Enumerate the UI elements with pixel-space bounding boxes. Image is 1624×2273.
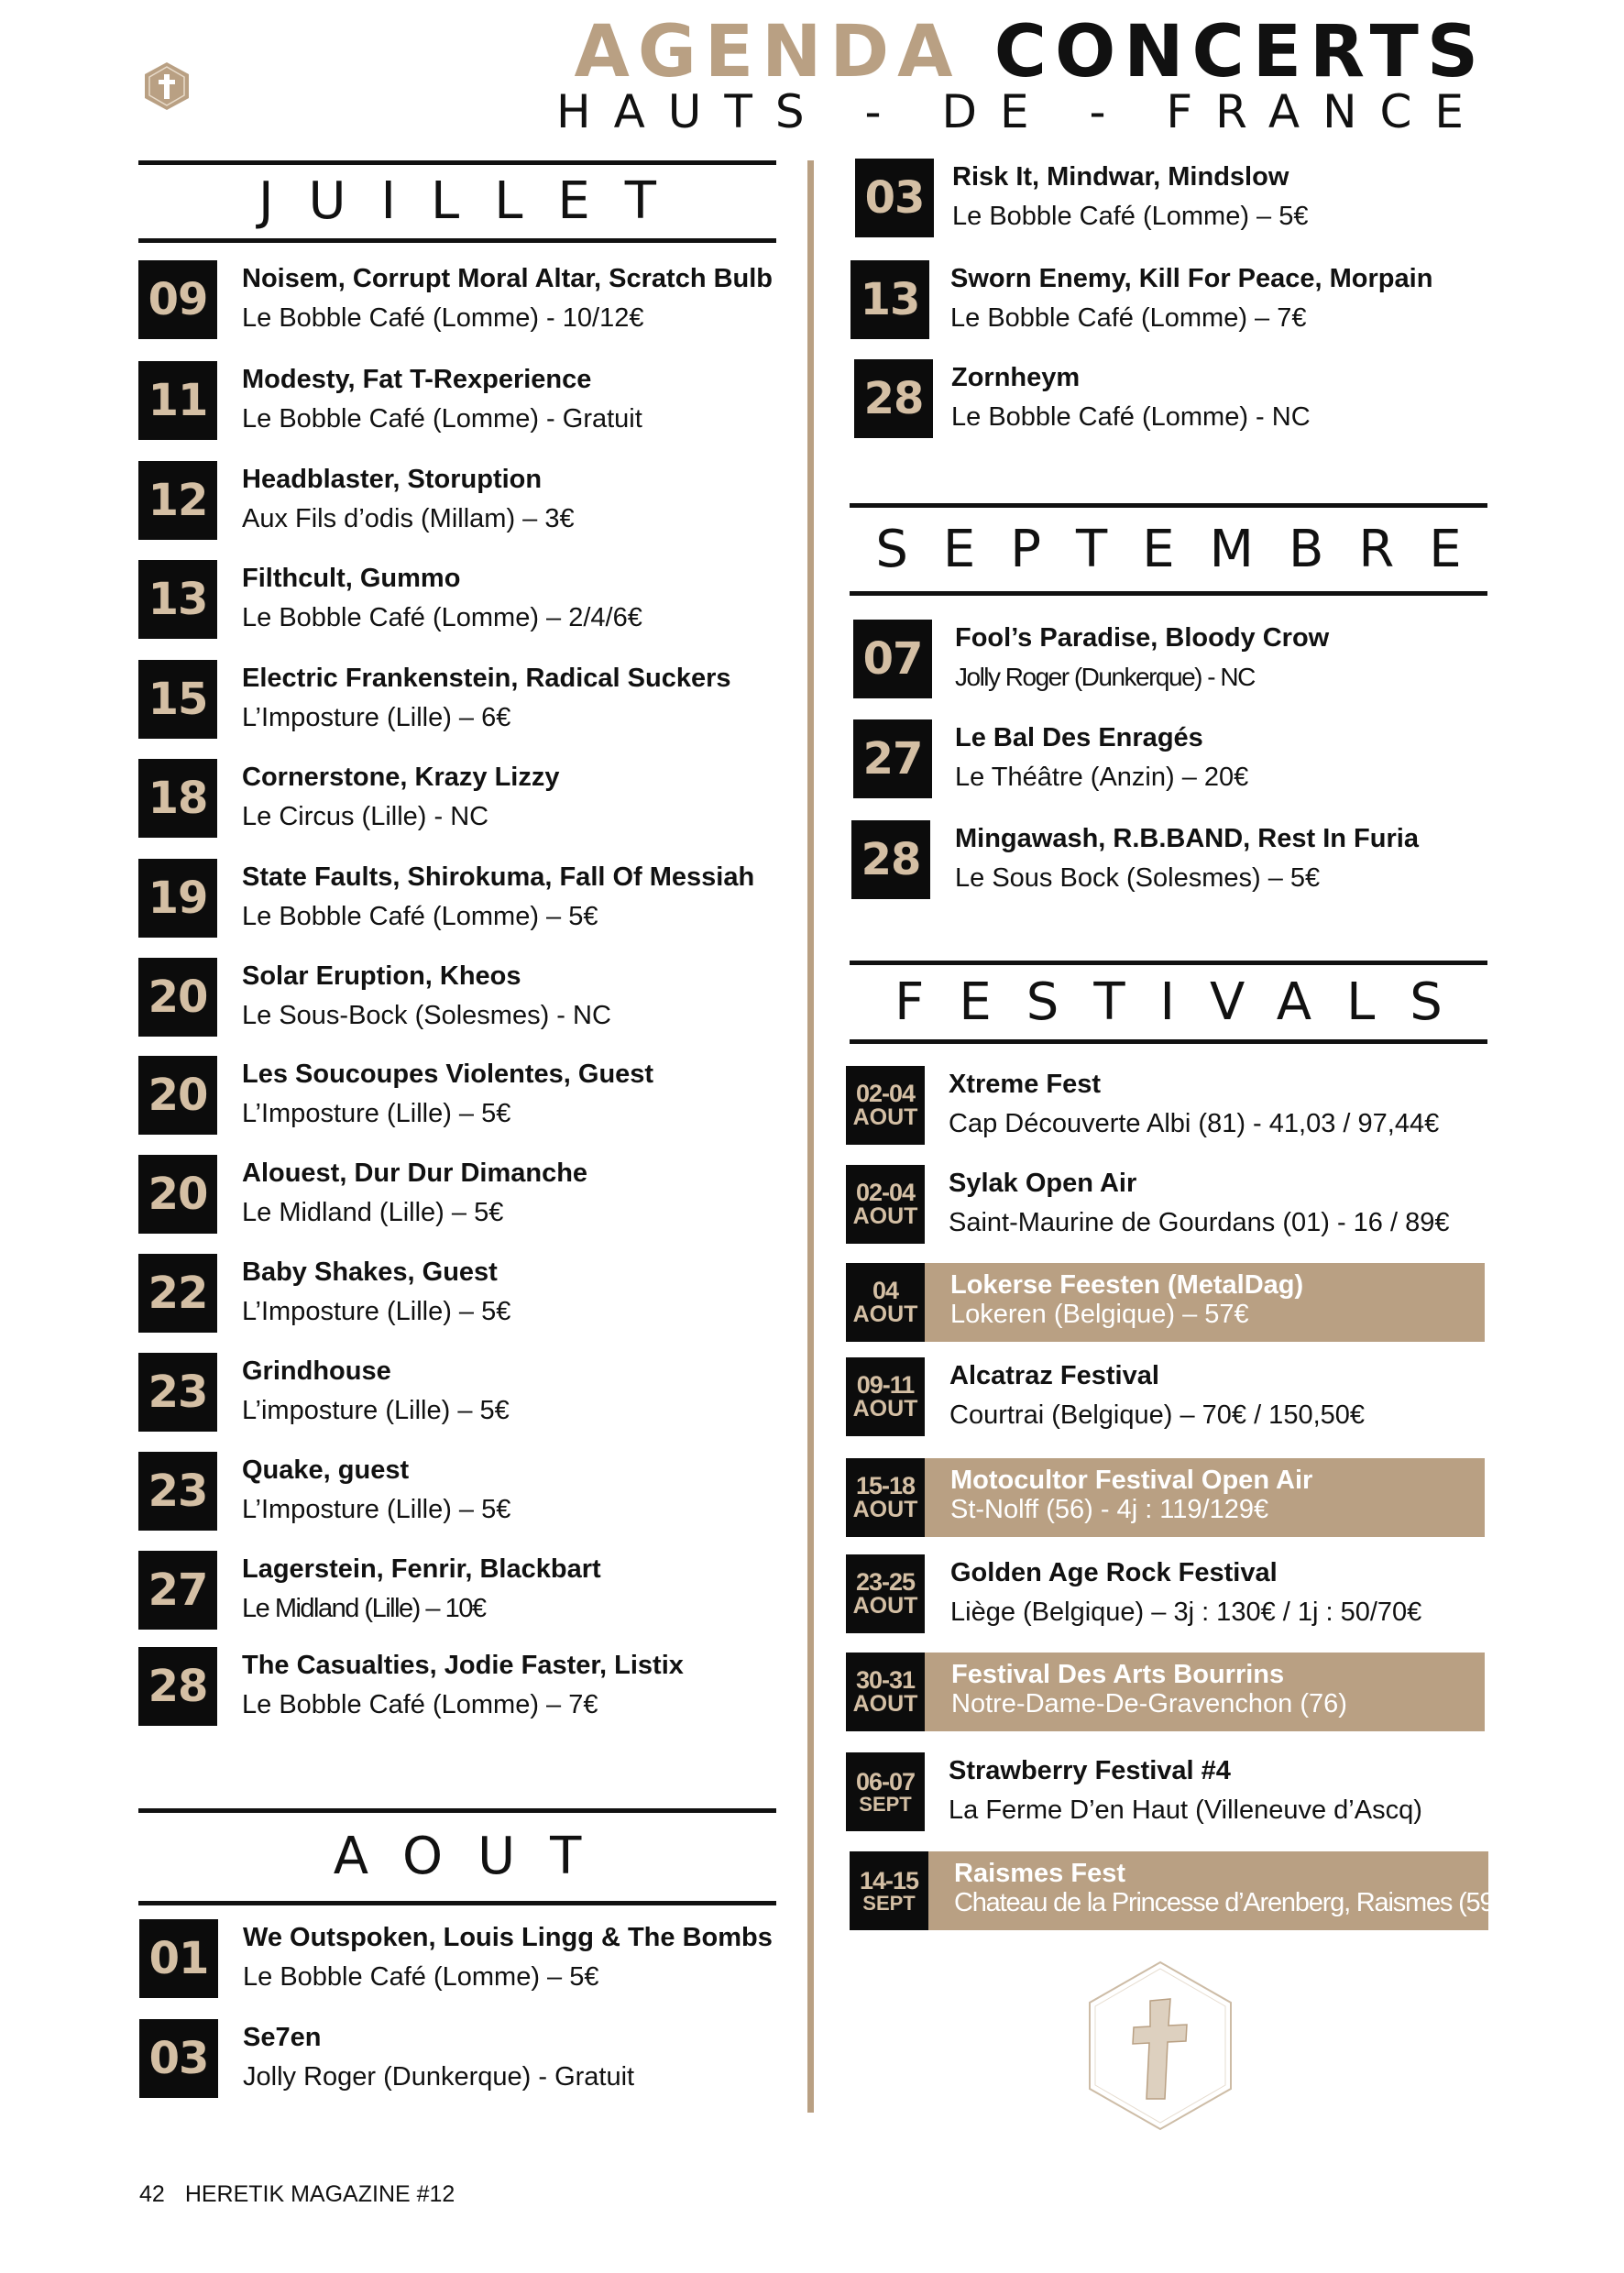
festival-month: AOUT [852,1104,918,1130]
festival-date-badge [846,1066,925,1145]
festival-name: Festival Des Arts Bourrins [951,1660,1285,1689]
cross-hexagon-icon [1086,1960,1234,2132]
title-concerts: CONCERTS [993,11,1487,93]
band-names: Sworn Enemy, Kill For Peace, Morpain [950,264,1433,293]
date-badge: 19 [138,859,217,938]
festival-place: Notre-Dame-De-Gravenchon (76) [951,1689,1347,1718]
concert-row [139,2019,781,2098]
band-names: Zornheym [951,363,1081,392]
festival-place: Saint-Maurine de Gourdans (01) - 16 / 89€ [949,1208,1450,1237]
festival-row [846,1554,1487,1633]
festival-days: 14-15 [859,1866,919,1894]
festival-row [846,1752,1487,1831]
festival-place: Liège (Belgique) – 3j : 130€ / 1j : 50/70€ [950,1598,1422,1627]
festival-days: 04 [872,1277,899,1304]
venue-info: Jolly Roger (Dunkerque) - NC [955,663,1255,691]
date-badge: 11 [138,361,217,440]
festival-name: Motocultor Festival Open Air [950,1466,1313,1495]
band-names: Mingawash, R.B.BAND, Rest In Furia [955,824,1419,853]
date-badge: 20 [138,1056,217,1135]
section-header-juillet [138,160,776,243]
concert-row [138,958,780,1037]
concert-row [138,1254,780,1333]
festival-month: SEPT [862,1891,916,1915]
band-names: Noisem, Corrupt Moral Altar, Scratch Bulb [242,264,774,293]
band-names: Cornerstone, Krazy Lizzy [242,763,560,792]
festival-row-highlighted [850,1851,1501,1930]
concert-row [138,560,780,639]
date-badge: 27 [853,719,932,798]
date-badge: 15 [138,660,217,739]
concert-row [138,361,780,440]
festival-month: AOUT [852,1691,918,1717]
festival-row-highlighted [846,1653,1485,1731]
concert-row [138,859,780,938]
page-title [574,11,1487,93]
venue-info: L’imposture (Lille) – 5€ [242,1396,510,1425]
concert-row [853,620,1495,698]
venue-info: Le Bobble Café (Lomme) – 5€ [243,1962,599,1992]
date-badge: 03 [139,2019,218,2098]
concert-row [138,1647,780,1726]
concert-row [138,759,780,838]
venue-info: L’Imposture (Lille) – 5€ [242,1099,511,1128]
concert-row [853,719,1495,798]
concert-row [138,1056,780,1135]
venue-info: Le Circus (Lille) - NC [242,802,489,831]
section-title: JUILLET [258,171,691,231]
section-title: SEPTEMBRE [875,519,1497,579]
festival-days: 23-25 [855,1568,916,1596]
festival-days: 30-31 [855,1666,916,1694]
festival-place: Courtrai (Belgique) – 70€ / 150,50€ [949,1400,1366,1430]
section-title: AOUT [333,1827,617,1886]
date-badge: 23 [138,1353,217,1432]
column-divider [807,160,814,2113]
festival-days: 09-11 [856,1371,915,1399]
band-names: State Faults, Shirokuma, Fall Of Messiah [242,862,755,892]
festival-place: Cap Découverte Albi (81) - 41,03 / 97,44€ [949,1109,1440,1138]
festival-row [846,1066,1487,1145]
venue-info: Jolly Roger (Dunkerque) - Gratuit [243,2062,635,2092]
festival-date-badge [846,1653,925,1731]
band-names: Se7en [243,2023,322,2052]
concert-row [854,359,1496,438]
concert-row [138,660,780,739]
title-agenda: AGENDA [574,11,961,93]
band-names: Modesty, Fat T-Rexperience [242,365,592,394]
festival-name: Golden Age Rock Festival [950,1558,1278,1587]
venue-info: Le Bobble Café (Lomme) – 2/4/6€ [242,603,642,632]
page-number: 42 [139,2181,165,2207]
band-names: Lagerstein, Fenrir, Blackbart [242,1554,601,1584]
festival-row [846,1357,1487,1436]
venue-info: Le Bobble Café (Lomme) – 5€ [242,902,598,931]
venue-info: Le Sous-Bock (Solesmes) - NC [242,1001,611,1030]
festival-place: Lokeren (Belgique) – 57€ [950,1300,1249,1329]
date-badge: 28 [138,1647,217,1726]
venue-info: Le Bobble Café (Lomme) - 10/12€ [242,303,644,333]
venue-info: Le Bobble Café (Lomme) - Gratuit [242,404,642,434]
venue-info: Le Bobble Café (Lomme) – 7€ [242,1690,598,1719]
cross-hexagon-icon [142,60,192,112]
festival-month: AOUT [852,1396,918,1422]
festival-name: Lokerse Feesten (MetalDag) [950,1270,1304,1300]
date-badge: 22 [138,1254,217,1333]
date-badge: 28 [851,820,930,899]
festival-place: Chateau de la Princesse d’Arenberg, Raismes (59) [954,1888,1501,1917]
concert-row [138,461,780,540]
band-names: Risk It, Mindwar, Mindslow [952,162,1289,192]
festival-month: AOUT [852,1497,918,1522]
venue-info: Le Bobble Café (Lomme) – 5€ [952,202,1309,231]
section-header-septembre [850,503,1497,596]
festival-name: Sylak Open Air [949,1169,1137,1198]
festival-date-badge [846,1554,925,1633]
festival-days: 02-04 [855,1080,916,1107]
festival-month: AOUT [852,1203,918,1229]
festival-month: AOUT [852,1593,918,1619]
festival-date-badge [846,1263,925,1342]
concert-row [850,260,1492,339]
band-names: Grindhouse [242,1356,391,1386]
date-badge: 07 [853,620,932,698]
section-header-festivals [850,961,1487,1044]
festival-name: Raismes Fest [954,1859,1125,1888]
festival-row-highlighted [846,1263,1485,1342]
venue-info: Le Bobble Café (Lomme) – 7€ [950,303,1307,333]
venue-info: Le Midland (Lille) – 5€ [242,1198,504,1227]
band-names: The Casualties, Jodie Faster, Listix [242,1651,684,1680]
concert-row [138,1551,780,1630]
page-footer [139,2181,455,2208]
band-names: Filthcult, Gummo [242,564,461,593]
band-names: Le Bal Des Enragés [955,723,1203,752]
concert-row [139,1919,781,1998]
venue-info: L’Imposture (Lille) – 5€ [242,1297,511,1326]
band-names: We Outspoken, Louis Lingg & The Bombs [243,1923,773,1952]
date-badge: 01 [139,1919,218,1998]
band-names: Headblaster, Storuption [242,465,543,494]
date-badge: 20 [138,1155,217,1234]
venue-info: L’Imposture (Lille) – 6€ [242,703,511,732]
date-badge: 28 [854,359,933,438]
concert-row [138,1353,780,1432]
concert-row [138,1155,780,1234]
festival-name: Strawberry Festival #4 [949,1756,1231,1785]
concert-row [138,260,780,339]
date-badge: 23 [138,1452,217,1531]
band-names: Baby Shakes, Guest [242,1257,498,1287]
band-names: Electric Frankenstein, Radical Suckers [242,664,731,693]
section-header-aout [138,1808,776,1905]
date-badge: 20 [138,958,217,1037]
festival-month: SEPT [859,1792,912,1816]
band-names: Solar Eruption, Kheos [242,961,521,991]
festival-date-badge [846,1752,925,1831]
festival-place: La Ferme D’en Haut (Villeneuve d’Ascq) [949,1795,1422,1825]
date-badge: 03 [855,159,934,237]
section-title: FESTIVALS [894,972,1477,1032]
festival-date-badge [846,1458,925,1537]
date-badge: 27 [138,1551,217,1630]
venue-info: Le Bobble Café (Lomme) - NC [951,402,1311,432]
date-badge: 13 [138,560,217,639]
festival-row [846,1165,1487,1244]
festival-row-highlighted [846,1458,1485,1537]
festival-days: 15-18 [855,1472,916,1499]
date-badge: 09 [138,260,217,339]
date-badge: 12 [138,461,217,540]
festival-place: St-Nolff (56) - 4j : 119/129€ [950,1495,1269,1524]
venue-info: Le Théâtre (Anzin) – 20€ [955,763,1249,792]
festival-name: Alcatraz Festival [949,1361,1159,1390]
magazine-name: HERETIK MAGAZINE #12 [184,2181,455,2207]
venue-info: Aux Fils d’odis (Millam) – 3€ [242,504,575,533]
festival-month: AOUT [852,1301,918,1327]
concert-row [138,1452,780,1531]
concert-row [851,820,1493,899]
band-names: Fool’s Paradise, Bloody Crow [955,623,1330,653]
festival-name: Xtreme Fest [949,1070,1102,1099]
festival-days: 06-07 [855,1767,916,1795]
band-names: Les Soucoupes Violentes, Guest [242,1060,654,1089]
venue-info: Le Sous Bock (Solesmes) – 5€ [955,863,1321,893]
festival-date-badge [850,1851,928,1930]
festival-date-badge [846,1357,925,1436]
concert-row [855,159,1497,237]
venue-info: L’Imposture (Lille) – 5€ [242,1495,511,1524]
festival-date-badge [846,1165,925,1244]
date-badge: 13 [850,260,929,339]
venue-info: Le Midland (Lille) – 10€ [242,1594,486,1623]
band-names: Quake, guest [242,1455,410,1485]
page-subtitle: HAUTS - DE - FRANCE [555,85,1487,138]
festival-days: 02-04 [855,1179,916,1206]
band-names: Alouest, Dur Dur Dimanche [242,1158,588,1188]
date-badge: 18 [138,759,217,838]
